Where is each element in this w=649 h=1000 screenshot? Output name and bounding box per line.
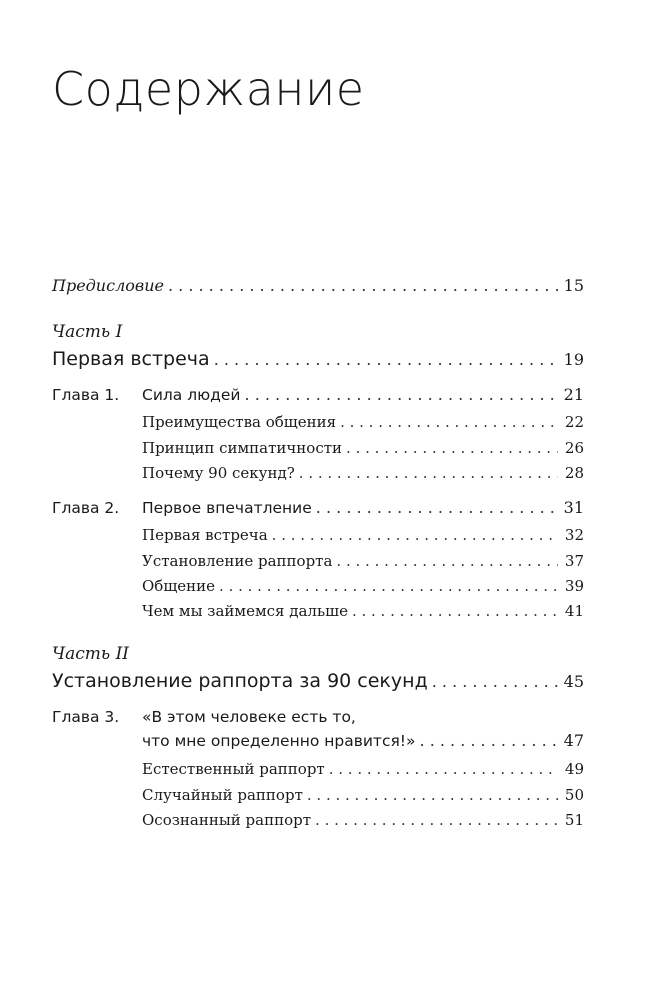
toc-page-number: 39 <box>564 577 584 595</box>
leader-dots <box>307 785 558 805</box>
toc-entry-part-1[interactable] <box>52 349 584 370</box>
chapter-title: Сила людей <box>142 386 241 404</box>
toc-entry-part-2[interactable] <box>52 671 584 692</box>
leader-dots <box>336 551 558 571</box>
leader-dots <box>329 759 558 779</box>
part-label: Часть I <box>52 322 123 342</box>
part-title: Первая встреча <box>52 348 210 370</box>
toc-page-number: 51 <box>564 811 584 829</box>
toc-entry-section[interactable] <box>142 412 584 432</box>
section-title: Почему 90 секунд? <box>142 464 295 482</box>
leader-dots <box>316 498 558 518</box>
toc-page-number: 45 <box>563 672 584 691</box>
section-title: Осознанный раппорт <box>142 811 312 829</box>
toc-page-number: 50 <box>564 786 584 804</box>
section-title: Первая встреча <box>142 526 268 544</box>
part-label: Часть II <box>52 644 130 664</box>
section-title: Естественный раппорт <box>142 760 325 778</box>
toc-entry-chapter-1[interactable] <box>52 385 584 405</box>
leader-dots <box>214 350 558 370</box>
toc-entry-section[interactable] <box>142 525 584 545</box>
toc-page-number: 37 <box>564 552 584 570</box>
toc-page-number: 15 <box>563 276 584 295</box>
chapter-title: Первое впечатление <box>142 499 312 517</box>
leader-dots <box>420 731 558 751</box>
chapter-number: Глава 2. <box>52 499 120 517</box>
leader-dots <box>219 576 558 596</box>
part-title: Установление раппорта за 90 секунд <box>52 670 428 692</box>
chapter-number: Глава 3. <box>52 708 120 726</box>
toc-entry-chapter-2[interactable] <box>52 498 584 518</box>
toc-entry-section[interactable] <box>142 810 584 830</box>
toc-entry-section[interactable] <box>142 759 584 779</box>
toc-page-number: 26 <box>564 439 584 457</box>
section-title: Случайный раппорт <box>142 786 303 804</box>
toc-entry-section[interactable] <box>142 576 584 596</box>
leader-dots <box>346 438 558 458</box>
toc-page-number: 41 <box>564 602 584 620</box>
toc-page-number: 28 <box>564 464 584 482</box>
toc-page-number: 21 <box>563 385 584 404</box>
toc-page-number: 47 <box>563 731 584 750</box>
leader-dots <box>272 525 558 545</box>
leader-dots <box>340 412 558 432</box>
toc-entry-chapter-3[interactable] <box>52 707 584 727</box>
section-title: Общение <box>142 577 216 595</box>
section-title: Принцип симпатичности <box>142 439 343 457</box>
section-title: Чем мы займемся дальше <box>142 602 348 620</box>
toc-entry-section[interactable] <box>142 463 584 483</box>
toc-page-number: 31 <box>563 498 584 517</box>
toc-entry-section[interactable] <box>142 438 584 458</box>
leader-dots <box>352 601 558 621</box>
chapter-title-line-1: «В этом человеке есть то, <box>142 708 356 726</box>
toc-entry-chapter-3-cont[interactable] <box>142 731 584 751</box>
toc-entry-section[interactable] <box>142 551 584 571</box>
chapter-title-line-2: что мне определенно нравится!» <box>142 732 416 750</box>
leader-dots <box>315 810 558 830</box>
toc-entry-section[interactable] <box>142 601 584 621</box>
toc-entry-label: Предисловие <box>52 276 164 295</box>
chapter-number: Глава 1. <box>52 386 120 404</box>
section-title: Установление раппорта <box>142 552 333 570</box>
leader-dots <box>299 463 558 483</box>
leader-dots <box>245 385 558 405</box>
toc-entry-preface[interactable] <box>52 276 584 296</box>
toc-page-number: 32 <box>564 526 584 544</box>
toc-page-number: 49 <box>564 760 584 778</box>
toc-page-number: 19 <box>563 350 584 369</box>
toc-entry-section[interactable] <box>142 785 584 805</box>
leader-dots <box>168 276 558 296</box>
page-title: Содержание <box>52 62 365 116</box>
toc-page-number: 22 <box>564 413 584 431</box>
leader-dots <box>432 672 558 692</box>
section-title: Преимущества общения <box>142 413 337 431</box>
